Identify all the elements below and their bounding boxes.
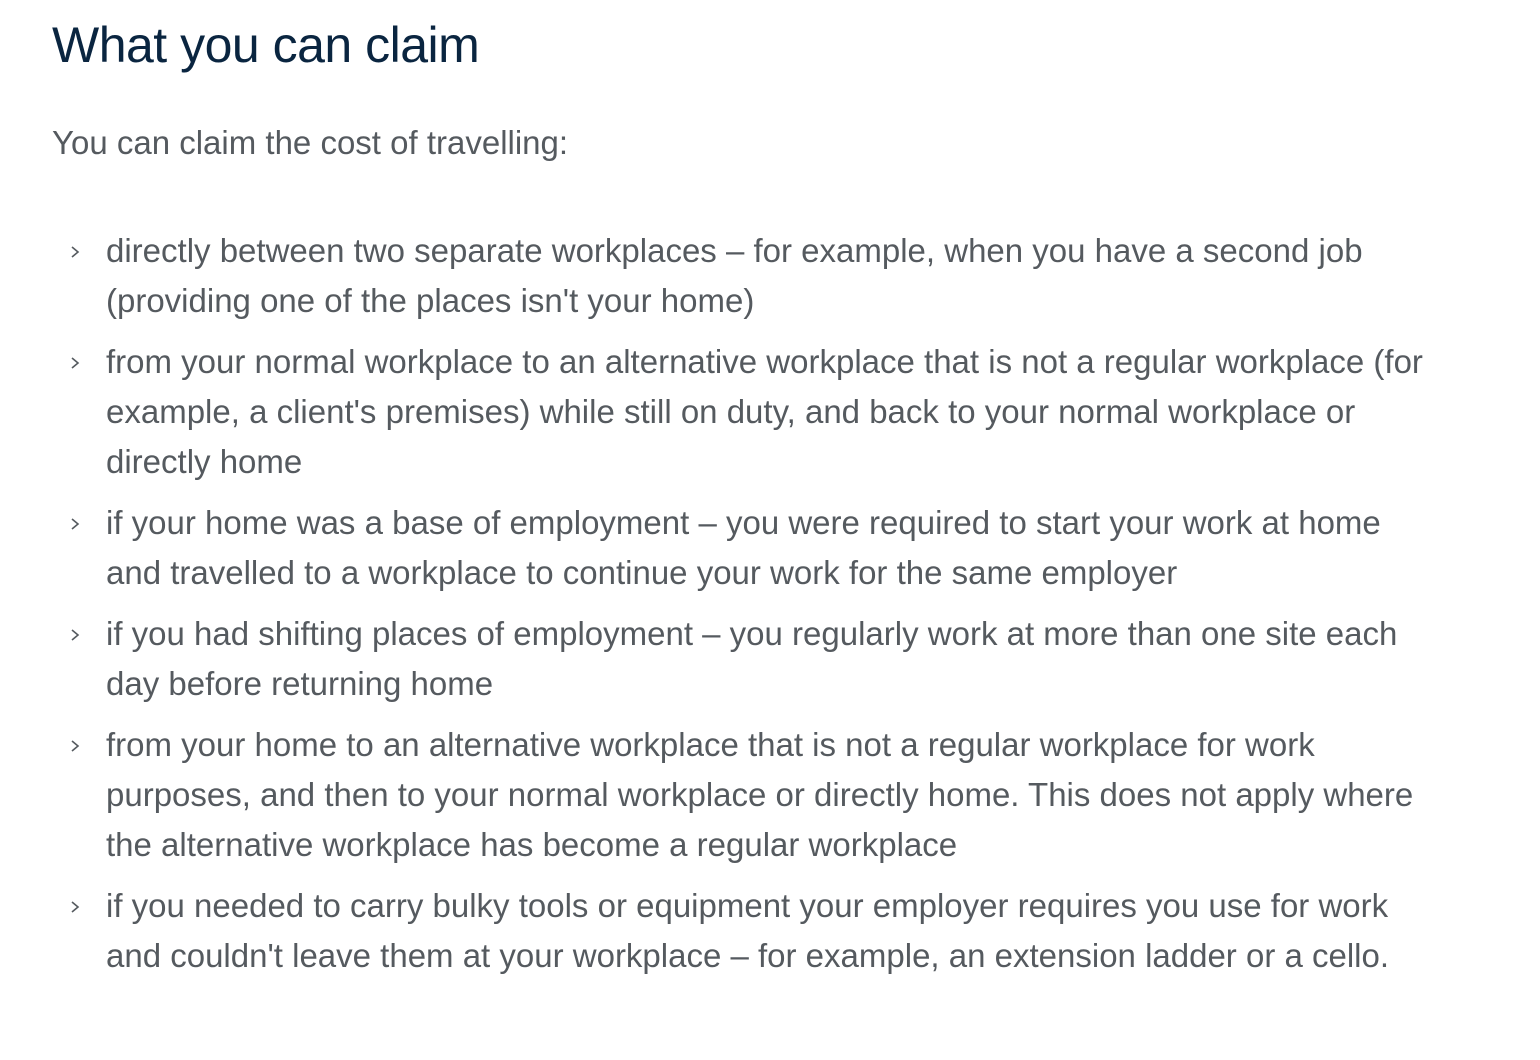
list-item [52,498,1436,598]
list-item-text: from your normal workplace to an alternative workplace that is not a regular workplace (for example, a client's premises) while still on duty, and back to your normal workplace or directly home [106,343,1423,480]
chevron-right-icon [68,504,82,544]
list-item [52,720,1436,870]
list-item-text: directly between two separate workplaces – for example, when you have a second job (providing one of the places isn't your home) [106,232,1363,319]
chevron-right-icon [68,343,82,383]
list-item [52,881,1436,981]
chevron-right-icon [68,726,82,766]
main-content [52,0,1472,992]
list-item-text: if you had shifting places of employment – you regularly work at more than one site each day before returning home [106,615,1398,702]
list-item [52,226,1436,326]
intro-text: You can claim the cost of travelling: [52,124,569,161]
page-title: What you can claim [52,17,480,73]
list-item-text: if you needed to carry bulky tools or equipment your employer requires you use for work and couldn't leave them at your workplace – for example, an extension ladder or a cello. [106,887,1390,974]
chevron-right-icon [68,232,82,272]
list-item-text: from your home to an alternative workplace that is not a regular workplace for work purposes, and then to your normal workplace or directly home. This does not apply where the alternative workplace has become a regular workplace [106,726,1414,863]
claim-list [52,226,1472,981]
list-item [52,609,1436,709]
chevron-right-icon [68,887,82,927]
list-item-text: if your home was a base of employment – you were required to start your work at home and travelled to a workplace to continue your work for the same employer [106,504,1381,591]
chevron-right-icon [68,615,82,655]
list-item [52,337,1436,487]
